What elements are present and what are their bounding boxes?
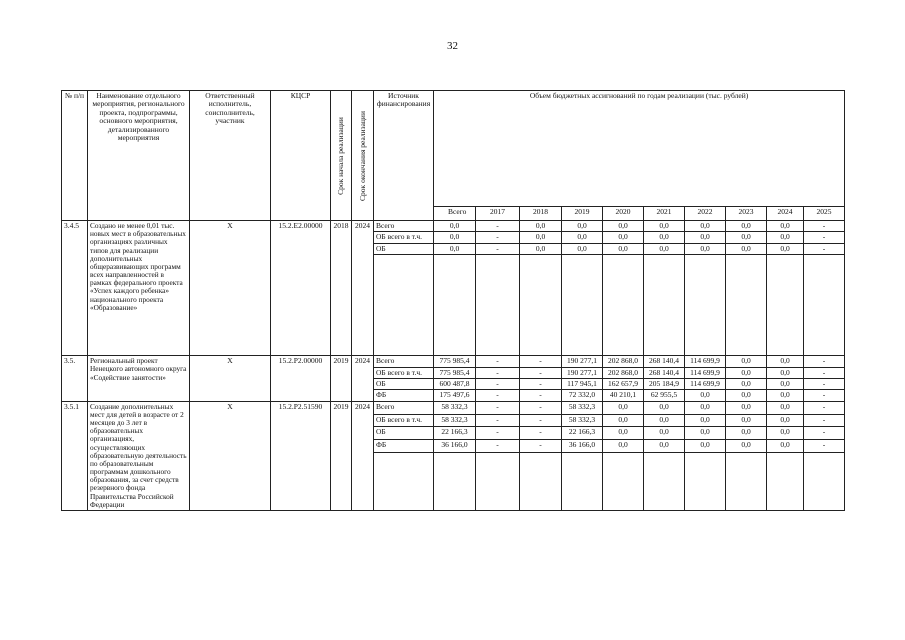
value-cell: 0,0 — [603, 440, 644, 453]
value-cell: 0,0 — [767, 390, 804, 401]
value-cell: 0,0 — [685, 390, 726, 401]
year-header: 2021 — [644, 207, 685, 221]
page-number: 32 — [447, 40, 458, 52]
empty-cell — [562, 255, 603, 356]
value-cell: 114 699,9 — [685, 367, 726, 378]
year-header: 2019 — [562, 207, 603, 221]
value-cell: 114 699,9 — [685, 356, 726, 367]
empty-cell — [726, 255, 767, 356]
row-end: 2024 — [352, 401, 374, 510]
value-cell: - — [804, 390, 845, 401]
table-row — [62, 401, 845, 414]
value-cell: 0,0 — [562, 243, 603, 254]
year-header: 2020 — [603, 207, 644, 221]
value-cell: 62 955,5 — [644, 390, 685, 401]
value-cell: 58 332,3 — [562, 401, 603, 414]
value-cell: 0,0 — [685, 243, 726, 254]
value-cell: 0,0 — [603, 401, 644, 414]
value-cell: - — [804, 378, 845, 389]
source-cell: ОБ — [374, 243, 434, 254]
value-cell: 36 166,0 — [562, 440, 603, 453]
value-cell: 0,0 — [726, 356, 767, 367]
value-cell: 0,0 — [685, 401, 726, 414]
value-cell: 0,0 — [644, 440, 685, 453]
value-cell: 202 868,0 — [603, 356, 644, 367]
value-cell: 0,0 — [726, 367, 767, 378]
value-cell: 0,0 — [434, 232, 476, 243]
value-cell: 72 332,0 — [562, 390, 603, 401]
row-kcsr: 15.2.P2.51590 — [271, 401, 331, 510]
value-cell: 0,0 — [767, 221, 804, 232]
row-num: 3.4.5 — [62, 221, 88, 356]
value-cell: 0,0 — [726, 378, 767, 389]
value-cell: 58 332,3 — [434, 414, 476, 427]
row-end: 2024 — [352, 221, 374, 356]
value-cell: 0,0 — [520, 232, 562, 243]
value-cell: 0,0 — [603, 427, 644, 440]
value-cell: - — [804, 427, 845, 440]
value-cell: 0,0 — [767, 440, 804, 453]
value-cell: - — [520, 401, 562, 414]
value-cell: 0,0 — [726, 243, 767, 254]
value-cell: 0,0 — [767, 378, 804, 389]
empty-cell — [562, 452, 603, 510]
source-cell: ОБ — [374, 427, 434, 440]
row-end: 2024 — [352, 356, 374, 402]
value-cell: 0,0 — [767, 414, 804, 427]
year-header: 2023 — [726, 207, 767, 221]
empty-cell — [804, 255, 845, 356]
value-cell: 268 140,4 — [644, 356, 685, 367]
value-cell: - — [476, 440, 520, 453]
empty-cell — [644, 255, 685, 356]
value-cell: 0,0 — [644, 232, 685, 243]
value-cell: 162 657,9 — [603, 378, 644, 389]
empty-cell — [685, 255, 726, 356]
header-source: Источник финансирования — [374, 91, 434, 221]
source-cell: ФБ — [374, 440, 434, 453]
value-cell: 0,0 — [434, 221, 476, 232]
value-cell: 0,0 — [726, 232, 767, 243]
header-name: Наименование отдельного мероприятия, регионального проекта, подпрограммы, основного мероприятия, детализированного мероприятия — [88, 91, 190, 221]
row-num: 3.5. — [62, 356, 88, 402]
value-cell: 0,0 — [520, 221, 562, 232]
row-num: 3.5.1 — [62, 401, 88, 510]
empty-cell — [603, 255, 644, 356]
value-cell: 36 166,0 — [434, 440, 476, 453]
row-name: Создание дополнительных мест для детей в возрасте от 2 месяцев до 3 лет в образовательных организациях, осуществляющих образовательную деятельность по образовательным программам дошкольного образования, за счет средств резервного фонда Правительства Российской Федерации — [88, 401, 190, 510]
value-cell: - — [476, 390, 520, 401]
value-cell: - — [520, 390, 562, 401]
value-cell: 0,0 — [726, 401, 767, 414]
empty-cell — [804, 452, 845, 510]
row-name: Региональный проект Ненецкого автономного округа «Содействие занятости» — [88, 356, 190, 402]
row-name: Создано не менее 0,01 тыс. новых мест в образовательных организациях различных типов для реализации дополнительных общеразвивающих программ всех направленностей в рамках федерального проекта «Успех каждого ребенка» национального проекта «Образование» — [88, 221, 190, 356]
value-cell: 0,0 — [726, 390, 767, 401]
value-cell: - — [476, 367, 520, 378]
year-header: Всего — [434, 207, 476, 221]
value-cell: 268 140,4 — [644, 367, 685, 378]
empty-cell — [767, 452, 804, 510]
value-cell: - — [520, 414, 562, 427]
table-body — [62, 221, 845, 511]
value-cell: - — [804, 414, 845, 427]
value-cell: - — [476, 414, 520, 427]
header-num: № п/п — [62, 91, 88, 221]
source-cell: ОБ — [374, 378, 434, 389]
header-kcsr: КЦСР — [271, 91, 331, 221]
empty-cell — [434, 255, 476, 356]
row-executor: X — [190, 356, 271, 402]
budget-table — [61, 90, 845, 511]
value-cell: 0,0 — [726, 221, 767, 232]
row-kcsr: 15.2.P2.00000 — [271, 356, 331, 402]
value-cell: - — [804, 243, 845, 254]
value-cell: 0,0 — [685, 414, 726, 427]
value-cell: 0,0 — [767, 367, 804, 378]
table-row — [62, 356, 845, 367]
source-cell: ОБ всего в т.ч. — [374, 232, 434, 243]
value-cell: - — [520, 367, 562, 378]
value-cell: - — [476, 356, 520, 367]
value-cell: 0,0 — [767, 243, 804, 254]
value-cell: 0,0 — [603, 221, 644, 232]
empty-cell — [476, 255, 520, 356]
year-header: 2018 — [520, 207, 562, 221]
value-cell: 205 184,9 — [644, 378, 685, 389]
year-header: 2017 — [476, 207, 520, 221]
value-cell: - — [520, 427, 562, 440]
value-cell: - — [520, 440, 562, 453]
value-cell: 114 699,9 — [685, 378, 726, 389]
value-cell: - — [476, 401, 520, 414]
year-header: 2025 — [804, 207, 845, 221]
source-cell: ОБ всего в т.ч. — [374, 414, 434, 427]
row-start: 2019 — [331, 356, 352, 402]
year-header: 2022 — [685, 207, 726, 221]
empty-cell — [726, 452, 767, 510]
empty-cell — [685, 452, 726, 510]
header-end-text: Срок окончания реализации — [357, 110, 367, 201]
value-cell: 0,0 — [726, 414, 767, 427]
value-cell: - — [476, 232, 520, 243]
value-cell: 202 868,0 — [603, 367, 644, 378]
header-executor: Ответственный исполнитель, соисполнитель, участник — [190, 91, 271, 221]
empty-cell — [374, 255, 434, 356]
value-cell: 175 497,6 — [434, 390, 476, 401]
value-cell: 0,0 — [603, 414, 644, 427]
empty-cell — [374, 452, 434, 510]
source-cell: Всего — [374, 221, 434, 232]
empty-cell — [603, 452, 644, 510]
value-cell: 0,0 — [644, 221, 685, 232]
source-cell: ОБ всего в т.ч. — [374, 367, 434, 378]
value-cell: 58 332,3 — [562, 414, 603, 427]
value-cell: 775 985,4 — [434, 367, 476, 378]
value-cell: 0,0 — [767, 356, 804, 367]
value-cell: 0,0 — [520, 243, 562, 254]
header-budget: Объем бюджетных ассигнований по годам реализации (тыс. рублей) — [434, 91, 845, 207]
value-cell: 0,0 — [644, 414, 685, 427]
value-cell: 0,0 — [767, 232, 804, 243]
value-cell: 0,0 — [603, 243, 644, 254]
value-cell: - — [476, 427, 520, 440]
value-cell: - — [804, 221, 845, 232]
value-cell: - — [476, 243, 520, 254]
value-cell: 0,0 — [644, 401, 685, 414]
value-cell: - — [804, 356, 845, 367]
value-cell: 0,0 — [685, 427, 726, 440]
source-cell: ФБ — [374, 390, 434, 401]
value-cell: 190 277,1 — [562, 356, 603, 367]
value-cell: 775 985,4 — [434, 356, 476, 367]
empty-cell — [767, 255, 804, 356]
value-cell: - — [804, 232, 845, 243]
empty-cell — [476, 452, 520, 510]
value-cell: 0,0 — [603, 232, 644, 243]
source-cell: Всего — [374, 356, 434, 367]
value-cell: 22 166,3 — [562, 427, 603, 440]
header-start-text: Срок начала реализации — [335, 116, 345, 195]
value-cell: 0,0 — [434, 243, 476, 254]
header-start — [331, 91, 352, 221]
value-cell: 0,0 — [644, 243, 685, 254]
empty-cell — [520, 255, 562, 356]
value-cell: 0,0 — [685, 221, 726, 232]
table-row — [62, 221, 845, 232]
row-kcsr: 15.2.E2.00000 — [271, 221, 331, 356]
value-cell: - — [520, 378, 562, 389]
value-cell: - — [520, 356, 562, 367]
value-cell: 22 166,3 — [434, 427, 476, 440]
header-end — [352, 91, 374, 221]
empty-cell — [434, 452, 476, 510]
value-cell: 600 487,8 — [434, 378, 476, 389]
value-cell: 0,0 — [726, 427, 767, 440]
value-cell: 0,0 — [685, 440, 726, 453]
value-cell: - — [804, 440, 845, 453]
value-cell: - — [476, 221, 520, 232]
value-cell: 0,0 — [685, 232, 726, 243]
empty-cell — [644, 452, 685, 510]
value-cell: - — [804, 367, 845, 378]
value-cell: 0,0 — [562, 232, 603, 243]
value-cell: 0,0 — [562, 221, 603, 232]
value-cell: - — [804, 401, 845, 414]
row-start: 2018 — [331, 221, 352, 356]
row-executor: X — [190, 401, 271, 510]
header-row — [62, 91, 845, 207]
value-cell: 0,0 — [644, 427, 685, 440]
row-executor: X — [190, 221, 271, 356]
value-cell: 0,0 — [767, 401, 804, 414]
row-start: 2019 — [331, 401, 352, 510]
year-header: 2024 — [767, 207, 804, 221]
value-cell: 190 277,1 — [562, 367, 603, 378]
value-cell: 117 945,1 — [562, 378, 603, 389]
value-cell: 0,0 — [726, 440, 767, 453]
value-cell: 40 210,1 — [603, 390, 644, 401]
empty-cell — [520, 452, 562, 510]
value-cell: 0,0 — [767, 427, 804, 440]
source-cell: Всего — [374, 401, 434, 414]
value-cell: 58 332,3 — [434, 401, 476, 414]
value-cell: - — [476, 378, 520, 389]
